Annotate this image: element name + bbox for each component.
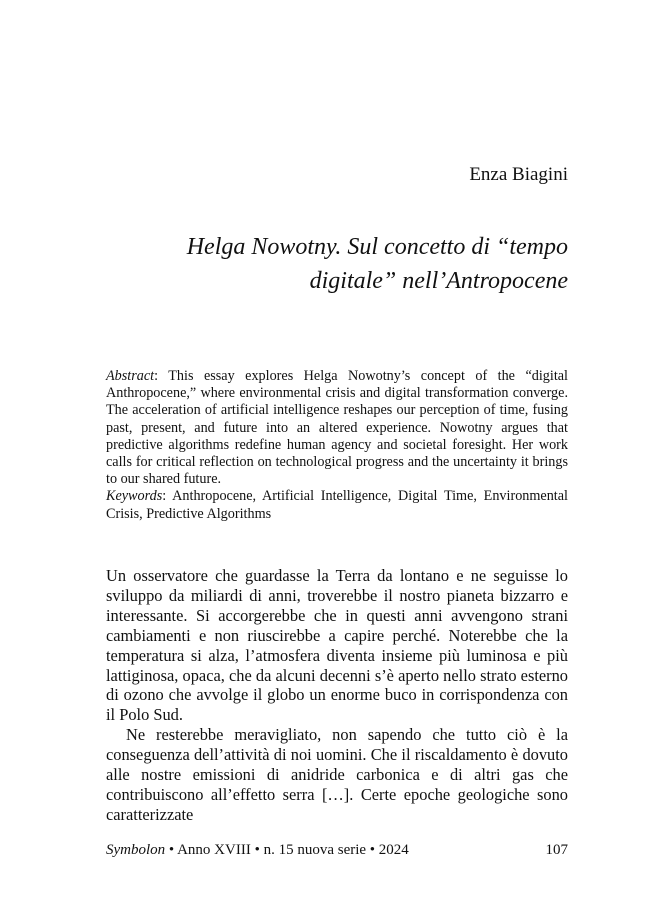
abstract-text: This essay explores Helga Nowotny’s concept of the “digital Anthropocene,” where environmental crisis and digital transformation converge. The acceleration of artificial intelligence reshapes our perception of time, fusing past, present, and future into an altered experience. Nowotny argues that predictive algorithms redefine human agency and societal foresight. Her work calls for critical reflection on technological progress and the uncertainty it brings to our shared future. — [106, 368, 569, 488]
footer-citation — [106, 842, 409, 859]
keywords-label: Keywords — [106, 488, 163, 505]
page-footer — [106, 842, 568, 859]
abstract-paragraph: Abstract: This essay explores Helga Nowotny’s concept of the “digital Anthropocene,” where environmental crisis and digital transformation converge. The acceleration of artificial intelligence reshapes our perception of time, fusing past, present, and future into an altered experience. Nowotny argues that predictive algorithms redefine human agency and societal foresight. Her work calls for critical reflection on technological progress and the uncertainty it brings to our shared future. — [106, 368, 569, 488]
article-title-line-1: Helga Nowotny. Sul concetto di “tempo — [186, 234, 568, 260]
article-title-line-2: digitale” nell’Antropocene — [309, 268, 568, 294]
keywords-paragraph: Keywords: Anthropocene, Artificial Intelligence, Digital Time, Environmental Crisis, Predictive Algorithms — [106, 488, 568, 522]
author-name: Enza Biagini — [469, 164, 568, 185]
page-number: 107 — [545, 842, 568, 858]
issue-info: • Anno XVIII • n. 15 nuova serie • 2024 — [168, 842, 409, 858]
journal-name: Symbolon — [106, 842, 166, 858]
body-paragraph-2: Ne resterebbe meravigliato, non sapendo che tutto ciò è la conseguenza dell’attività di noi uomini. Che il riscaldamento è dovuto alle nostre emissioni di anidride carbonica e di altri gas che contribuiscono all’effetto serra […]. Certe epoche geologiche sono caratterizzate — [106, 725, 568, 824]
body-text — [106, 566, 568, 825]
body-paragraph-1: Un osservatore che guardasse la Terra da lontano e ne seguisse lo sviluppo da miliardi di anni, troverebbe il nostro pianeta bizzarro e interessante. Si accorgerebbe che in questi anni avvengono strani cambiamenti e non riuscirebbe a capire perché. Noterebbe che la temperatura si alza, l’atmosfera diventa insieme più luminosa e più lattiginosa, opaca, che da alcuni decenni s’è aperto nello strato esterno di ozono che avvolge il globo un enorme buco in corrispondenza con il Polo Sud. — [106, 566, 568, 725]
keywords-text: Anthropocene, Artificial Intelligence, Digital Time, Environmental Crisis, Predictive Algorithms — [106, 488, 568, 522]
abstract-label: Abstract — [106, 368, 155, 384]
article-title — [100, 230, 568, 298]
abstract-block — [106, 368, 568, 523]
